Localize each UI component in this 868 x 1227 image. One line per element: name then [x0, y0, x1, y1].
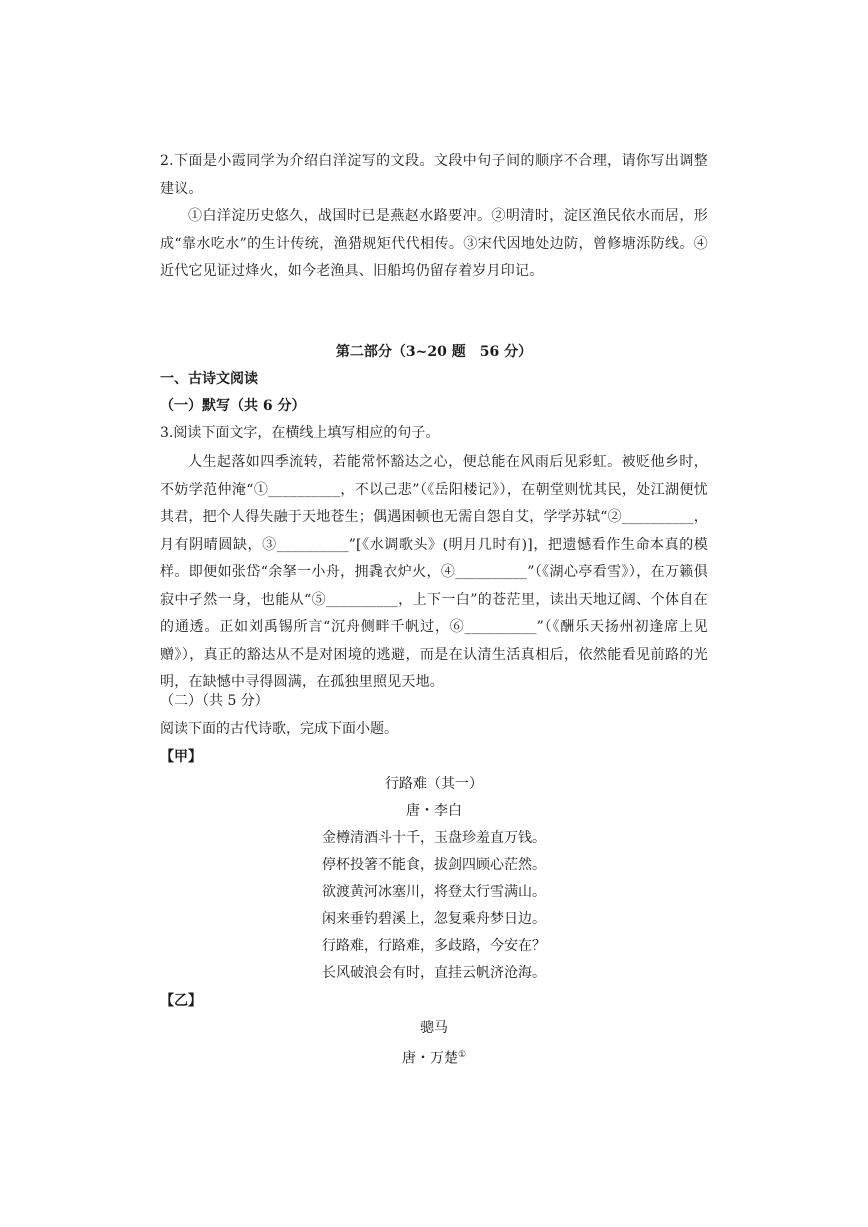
poem1-line: 金樽清酒斗十千，玉盘珍羞直万钱。	[322, 830, 546, 846]
label-jia: 【甲】	[160, 749, 202, 765]
poem1-line: 行路难，行路难，多歧路，今安在？	[322, 938, 546, 954]
poem2-author-line	[160, 1044, 708, 1066]
poem1-line: 长风破浪会有时，直挂云帆济沧海。	[322, 965, 546, 981]
poem1-line: 闲来垂钓碧溪上，忽复乘舟梦日边。	[322, 911, 546, 927]
poem1-title: 行路难（其一）	[385, 776, 483, 792]
poem1-line: 停杯投箸不能食，拔剑四顾心茫然。	[322, 857, 546, 873]
part2-title: 第二部分（3~20 题 56 分）	[335, 344, 533, 360]
poem1-line: 欲渡黄河冰塞川，将登太行雪满山。	[322, 884, 546, 900]
question-2	[160, 148, 708, 286]
subsection-poetry: （二）（共 5 分）	[160, 693, 269, 709]
poetry-intro: 阅读下面的古代诗歌，完成下面小题。	[160, 721, 398, 737]
poem1-author: 唐・李白	[406, 803, 462, 819]
footnote-marker: ①	[457, 1050, 467, 1060]
subsection-dictation: （一）默写（共 6 分）	[160, 398, 306, 414]
q3-passage: 人生起落如四季流转，若能常怀豁达之心，便总能在风雨后见彩虹。被贬他乡时，不妨学范仲淹“①__________，不以己悲”（《岳阳楼记》），在朝堂则忧其民，处江湖便忧其君，把个人得失融于天地苍生；偶遇困顿也无需自怨自艾，学学苏轼“②__________，月有阴晴圆缺，③__________”[《水调歌头》(明月几时有)]，把遗憾看作生命本真的模样。即便如张岱“余拏一小舟，拥毳衣炉火，④__________”（《湖心亭看雪》），在万籁俱寂中孑然一身，也能从“⑤__________，上下一白”的苍茫里，读出天地辽阔、个体自在的通透。正如刘禹锡所言“沉舟侧畔千帆过，⑥__________”（《酬乐天扬州初逢席上见赠》），真正的豁达从不是对困境的逃避，而是在认清生活真相后，依然能看见前路的光明，在缺憾中寻得圆满，在孤独里照见天地。	[160, 454, 708, 690]
section-classical-reading: 一、古诗文阅读	[160, 371, 258, 387]
q3-passage-block	[160, 449, 708, 697]
q3-stem: 3.阅读下面文字，在横线上填写相应的句子。	[160, 425, 440, 441]
poem2-author: 唐・万楚	[401, 1050, 458, 1067]
q2-passage: ①白洋淀历史悠久，战国时已是燕赵水路要冲。②明清时，淀区渔民依水而居，形成“靠水吃水”的生计传统，渔猎规矩代代相传。③宋代因地处边防，曾修塘泺防线。④近代它见证过烽火，如今老渔具、旧船坞仍留存着岁月印记。	[160, 208, 708, 279]
q2-stem: 2.下面是小霞同学为介绍白洋淀写的文段。文段中句子间的顺序不合理，请你写出调整建议。	[160, 153, 708, 197]
label-yi: 【乙】	[160, 993, 202, 1009]
poem2-title: 骢马	[420, 1020, 448, 1036]
